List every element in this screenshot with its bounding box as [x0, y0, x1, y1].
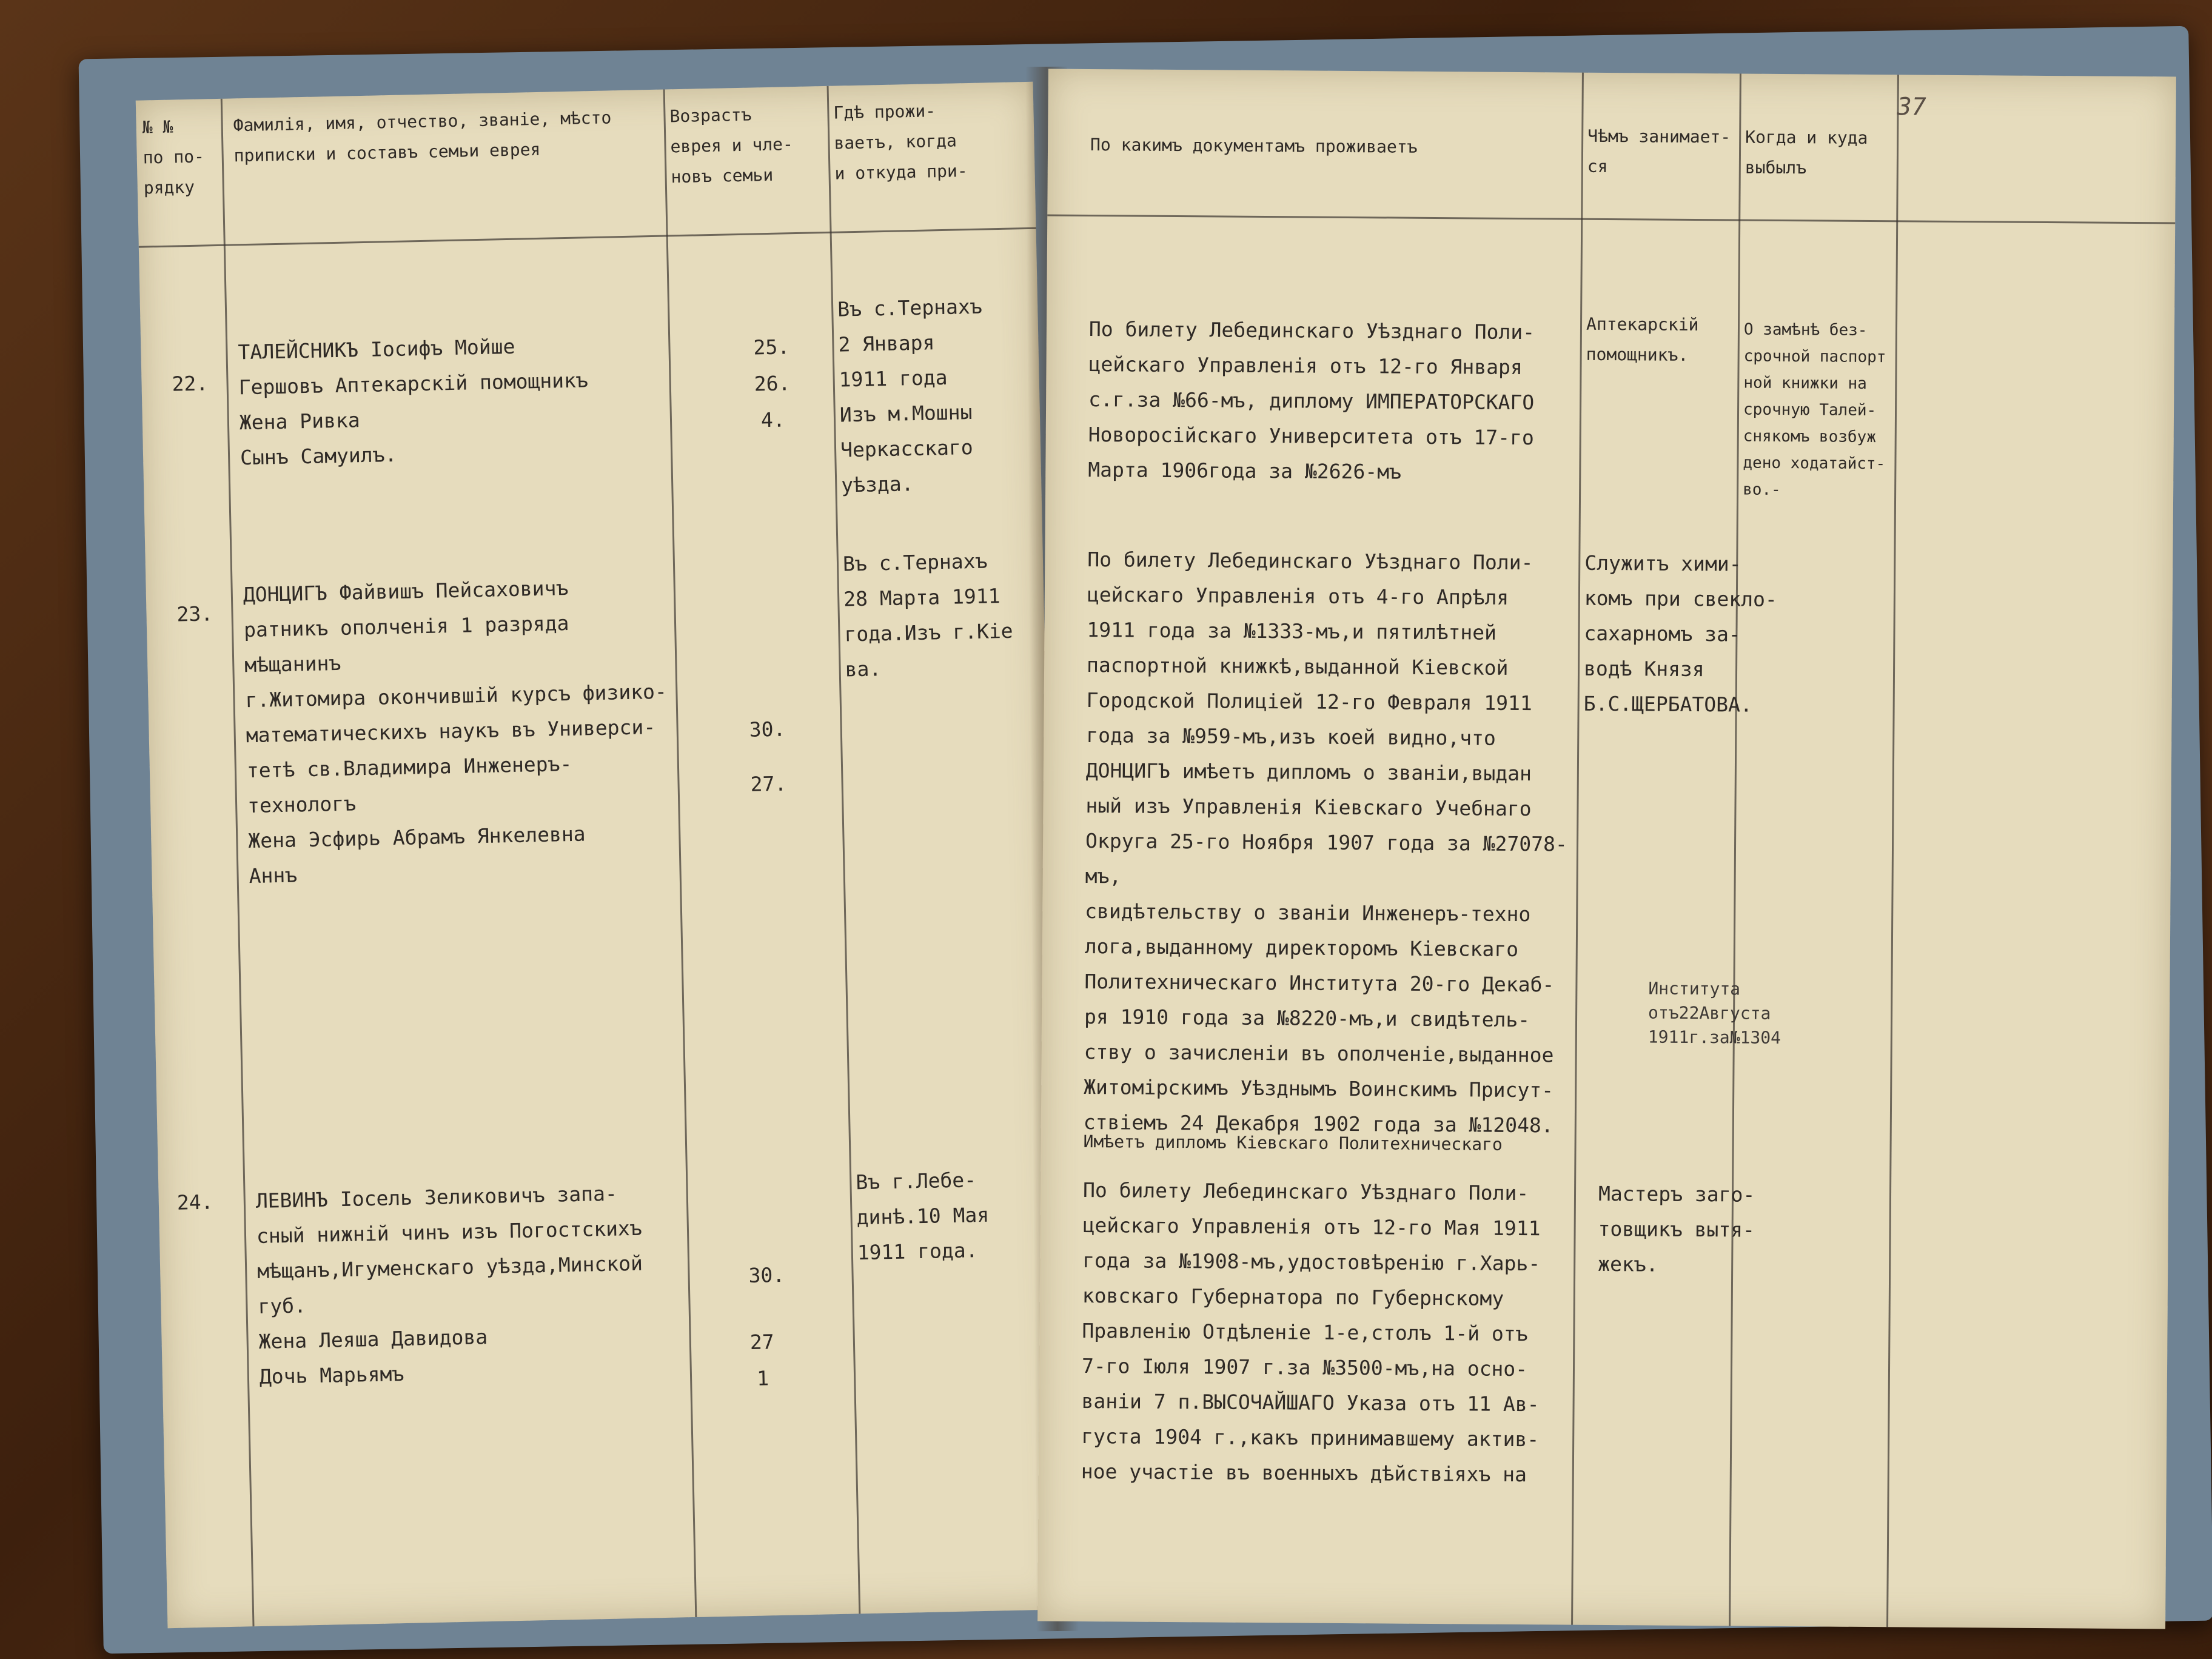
entry-occupation: Мастеръ заго- товщикъ вытя- жекъ. — [1598, 1181, 1755, 1276]
entry-age: 1 — [756, 1366, 769, 1390]
entry-number: 23. — [176, 602, 213, 626]
header-rule — [1047, 215, 2175, 224]
entry-occupation: Служитъ хими- комъ при свекло- сахарномъ за- водѣ Князя Б.С.ЩЕРБАТОВА. — [1583, 551, 1777, 717]
entry-residence: Въ г.Лебе- динѣ.10 Мая 1911 года. — [855, 1168, 990, 1265]
header-residence: Гдѣ прожи- ваетъ, когда и откуда при- — [833, 101, 968, 184]
entry-age: 30. — [749, 717, 786, 742]
entry-documents: По билету Лебединскаго Уѣзднаго Поли- цейскаго Управленія отъ 12-го Мая 1911 года за №1908-мъ,удостовѣренію г.Харь- ковскаго Губернатора по Губернскому Правленію Отдѣленіе 1-е,столъ 1-й отъ 7-го Іюля 1907 г.за №3500-мъ,на осно- ваніи 7 п.ВЫСОЧАЙШАГО Указа отъ 11 Ав- густа 1904 г.,какъ принимавшему актив- ное участіе въ военныхъ дѣйствіяхъ на — [1081, 1178, 1541, 1487]
entry-number: 22. — [172, 371, 209, 396]
left-page — [136, 82, 1065, 1628]
entry-name: ДОНЦИГЪ Файвишъ Пейсаховичъ ратникъ ополченія 1 разряда мѣщанинъ г.Житомира окончившій курсъ физико- математическихъ наукъ въ Универси- тетѣ св.Владимира Инженеръ-технологъ Жена Эсфирь Абрамъ Янкелевна Аннъ — [243, 576, 668, 888]
stamp-annotation: Института отъ22Августа 1911г.за№1304 — [1647, 978, 1781, 1048]
header-name: Фамилія, имя, отчество, званіе, мѣсто приписки и составъ семьи еврея — [233, 107, 612, 166]
header-rule — [139, 227, 1036, 248]
column-rule — [1886, 75, 1899, 1627]
entry-documents: По билету Лебединскаго Уѣзднаго Поли- цейскаго Управленія отъ 12-го Января с.г.за №66-мъ, диплому ИМПЕРАТОРСКАГО Новоросійскаго Университета отъ 17-го Марта 1906года за №2626-мъ — [1088, 317, 1535, 484]
entry-age: 30. — [748, 1262, 785, 1288]
entry-occupation: Аптекарскій помощникъ. — [1586, 313, 1699, 365]
entry-documents: По билету Лебединскаго Уѣзднаго Поли- цейскаго Управленія отъ 4-го Апрѣля 1911 года за №1333-мъ,и пятилѣтней паспортной книжкѣ,выданной Кіевской Городской Полиціей 12-го Февраля 1911 года за №959-мъ,изъ коей видно,что ДОНЦИГЪ имѣетъ дипломъ о званіи,выдан ный изъ Управленія Кіевскаго Учебнаго Округа 25-го Ноября 1907 года за №27078-мъ, свидѣтельству о званіи Инженеръ-техно лога,выданному директоромъ Кіевскаго Политехническаго Института 20-го Декаб- ря 1910 года за №8220-мъ,и свидѣтель- ству о зачисленіи въ ополченіе,выданное Житомірскимъ Уѣзднымъ Воинскимъ Присут- ствіемъ 24 Декабря 1902 года за №12048. — [1083, 548, 1567, 1138]
entry-age: 27. — [750, 771, 787, 796]
entry-number: 24. — [176, 1190, 213, 1215]
header-documents: По какимъ документамъ проживаетъ — [1090, 135, 1418, 157]
header-occupation: Чѣмъ занимает- ся — [1587, 126, 1731, 176]
entry-age: 26. — [754, 371, 791, 396]
header-age: Возрастъ еврея и чле- новъ семьи — [669, 104, 794, 187]
right-page — [1037, 69, 2176, 1629]
diploma-note: Имѣетъ дипломъ Кіевскаго Политехническаго — [1083, 1131, 1503, 1155]
entry-name: ТАЛЕЙСНИКЪ Іосифъ Мойше Гершовъ Аптекарскій помощникъ Жена Ривка Сынъ Самуилъ. — [238, 334, 589, 470]
entry-departure: О замѣнѣ без- срочной паспорт ной книжки на срочную Талей- снякомъ возбуж дено ходатайст- во.- — [1743, 320, 1886, 499]
column-rule — [1729, 73, 1741, 1626]
header-number: № № по по- рядку — [142, 116, 205, 198]
header-departure: Когда и куда выбылъ — [1744, 127, 1868, 178]
page-number: 37 — [1897, 93, 1926, 121]
entry-age: 25. — [753, 335, 790, 360]
entry-age: 27 — [749, 1330, 775, 1355]
entry-residence: Въ с.Тернахъ 2 Января 1911 года Изъ м.Мошны Черкасскаго уѣзда. — [837, 294, 983, 497]
entry-name: ЛЕВИНЪ Іосель Зеликовичъ запа- сный нижній чинъ изъ Погостскихъ мѣщанъ,Игуменскаго уѣзда,Минской губ. Жена Леяша Давидова Дочь Марьямъ — [255, 1181, 643, 1389]
entry-age: 4. — [760, 407, 786, 432]
entry-residence: Въ с.Тернахъ 28 Марта 1911 года.Изъ г.Кіе ва. — [842, 549, 1013, 682]
